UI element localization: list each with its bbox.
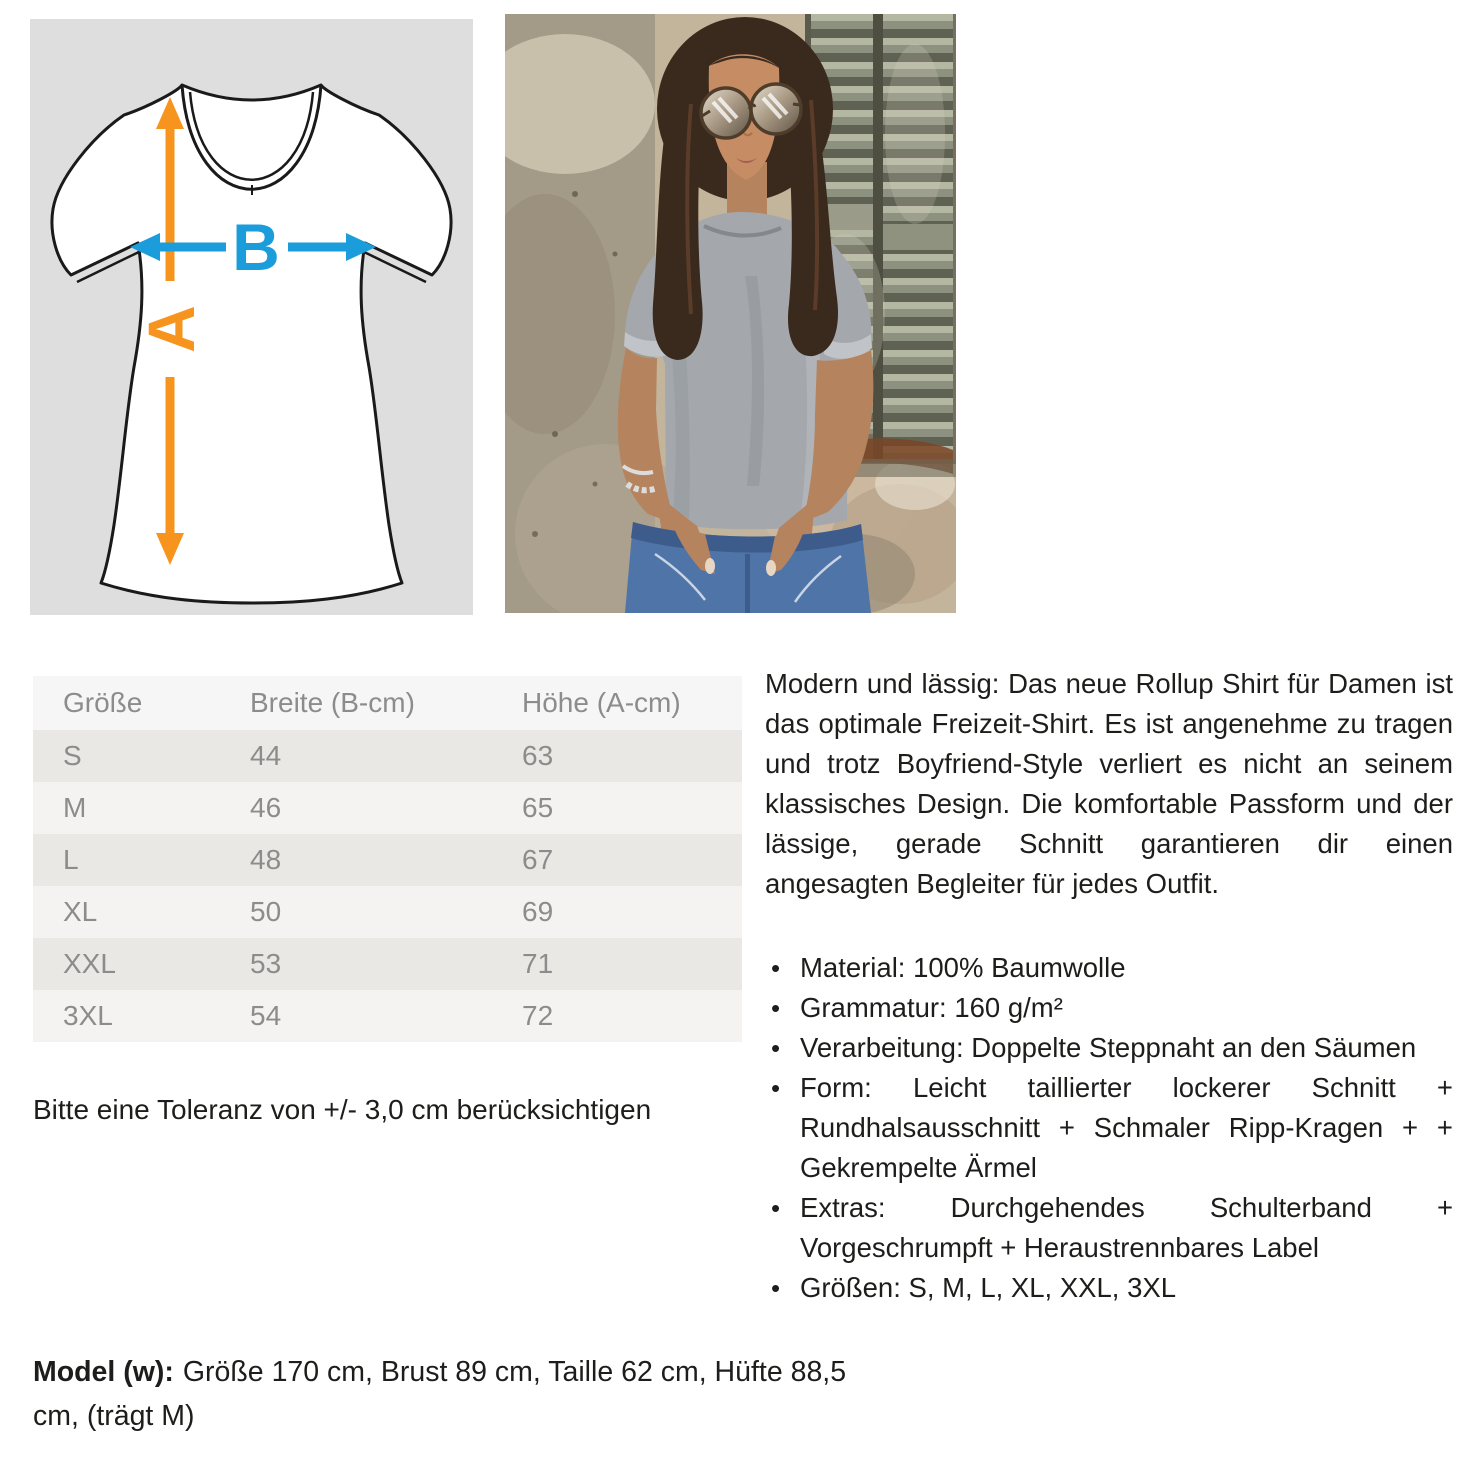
product-description: Modern und lässig: Das neue Rollup Shirt für Damen ist das optimale Freizeit-Shirt. Es ist angenehme zu tragen und trotz Boyfriend-Style verliert es nicht an seinem klassisches Design. Die komfortable Passform und der lässige, gerade Schnitt garantieren dir einen angesagten Begleiter für jedes Outfit. (765, 668, 1453, 899)
feature-item-verarbeitung: • Verarbeitung: Doppelte Steppnaht an den Säumen (765, 1028, 1453, 1068)
model-photo-illustration (505, 14, 956, 613)
table-row: M 46 65 (33, 782, 742, 834)
description-column (765, 664, 1453, 1308)
table-row: S 44 63 (33, 730, 742, 782)
col-header-size: Größe (63, 687, 143, 718)
feature-item-material: • Material: 100% Baumwolle (765, 948, 1453, 988)
feature-item-extras: • Extras: Durchgehendes Schulterband + Vorgeschrumpft + Heraustrennbares Label (765, 1188, 1453, 1268)
table-row: 3XL 54 72 (33, 990, 742, 1042)
feature-item-grammatur: • Grammatur: 160 g/m² (765, 988, 1453, 1028)
size-table-header-row (33, 676, 742, 730)
model-info-label: Model (w): (33, 1356, 174, 1388)
feature-item-groessen: • Größen: S, M, L, XL, XXL, 3XL (765, 1268, 1453, 1308)
table-row: XXL 53 71 (33, 938, 742, 990)
table-row: L 48 67 (33, 834, 742, 886)
tolerance-note: Bitte eine Toleranz von +/- 3,0 cm berücksichtigen (33, 1094, 652, 1125)
model-info-details: Größe 170 cm, Brust 89 cm, Taille 62 cm, Hüfte 88,5 cm, (trägt M) (33, 1356, 847, 1432)
col-header-height: Höhe (A-cm) (522, 687, 681, 718)
table-row: XL 50 69 (33, 886, 742, 938)
size-diagram (30, 19, 473, 615)
model-photo (505, 14, 956, 613)
width-label: B (232, 210, 280, 284)
feature-list (765, 948, 1453, 1308)
tshirt-measure-drawing (30, 19, 473, 615)
model-info (33, 1350, 863, 1438)
col-header-width: Breite (B-cm) (250, 687, 415, 718)
height-label: A (134, 305, 208, 353)
feature-item-form: • Form: Leicht taillierter lockerer Schnitt + Rundhalsausschnitt + Schmaler Ripp-Kragen + + Gekrempelte Ärmel (765, 1068, 1453, 1188)
tshirt-outline (52, 85, 451, 603)
size-table (33, 676, 742, 1042)
